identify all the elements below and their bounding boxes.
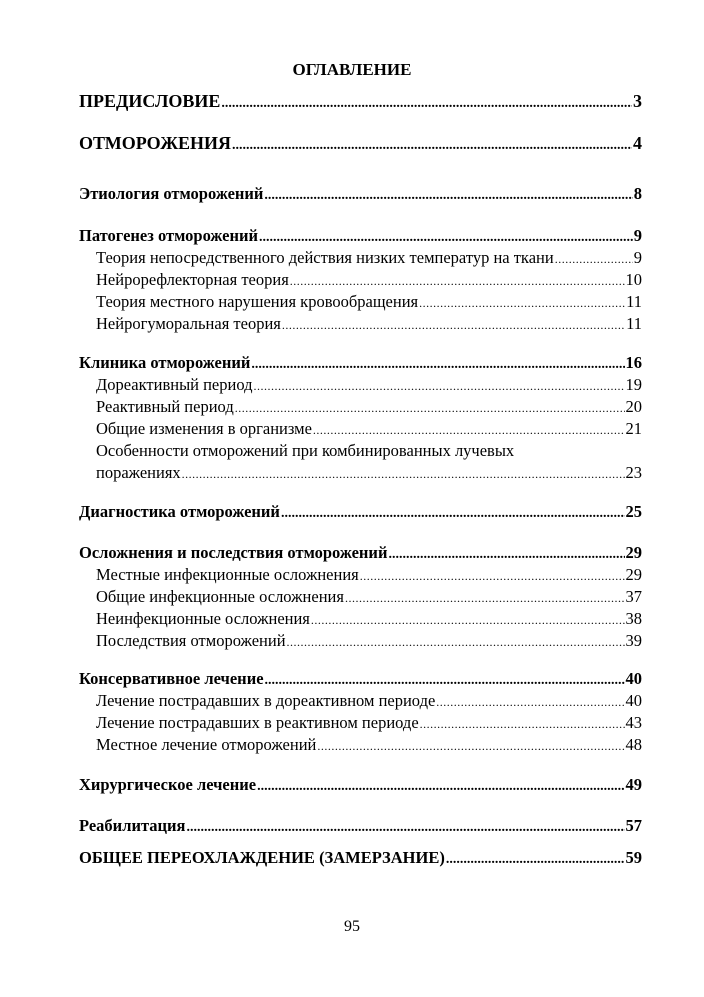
toc-entry-page: 3	[633, 91, 642, 111]
toc-subentry[interactable]	[79, 734, 642, 756]
toc-entry-label: ОБЩЕЕ ПЕРЕОХЛАЖДЕНИЕ (ЗАМЕРЗАНИЕ)	[79, 848, 445, 867]
toc-entry[interactable]	[79, 183, 642, 205]
toc-entry-page: 19	[625, 375, 642, 394]
toc-entry-label: Консервативное лечение	[79, 669, 264, 688]
leader-dots	[360, 570, 625, 582]
toc-entry-page: 49	[625, 775, 642, 794]
toc-entry[interactable]	[79, 815, 642, 837]
toc-entry-page: 29	[625, 543, 642, 562]
toc-entry-page: 10	[625, 270, 642, 289]
toc-entry-label: Теория местного нарушения кровообращения	[96, 292, 419, 311]
toc-entry-label: Последствия отморожений	[96, 631, 286, 650]
toc-subentry[interactable]	[79, 608, 642, 630]
leader-dots	[388, 548, 624, 562]
toc-entry[interactable]	[79, 774, 642, 796]
toc-entry-label: Лечение пострадавших в дореактивном периоде	[96, 691, 436, 710]
toc-entry-label: Особенности отморожений при комбинированных лучевых	[96, 441, 515, 460]
leader-dots	[311, 614, 625, 626]
leader-dots	[251, 358, 624, 372]
toc-entry[interactable]	[79, 542, 642, 564]
toc-entry-page: 37	[625, 587, 642, 606]
toc-entry-label: Теория непосредственного действия низких температур на ткани	[96, 248, 554, 267]
toc-subentry-first-line[interactable]	[79, 440, 642, 462]
toc-entry-page: 59	[625, 848, 642, 867]
toc-entry-page: 29	[625, 565, 642, 584]
toc-subentry[interactable]	[79, 247, 642, 269]
toc-entry-label-continuation: поражениях	[96, 463, 181, 482]
toc-subentry[interactable]	[79, 269, 642, 291]
toc-entry-label: ОТМОРОЖЕНИЯ	[79, 133, 232, 153]
leader-dots	[313, 424, 625, 436]
toc-entry-label: Дореактивный период	[96, 375, 253, 394]
toc-entry-label: Осложнения и последствия отморожений	[79, 543, 388, 562]
leader-dots	[232, 139, 632, 153]
toc-entry-page: 40	[625, 691, 642, 710]
toc-subentry[interactable]	[79, 374, 642, 396]
toc-entry-label: Общие изменения в организме	[96, 419, 312, 438]
toc-entry-label: Местное лечение отморожений	[96, 735, 317, 754]
toc-subentry[interactable]	[79, 564, 642, 586]
leader-dots	[254, 380, 625, 392]
toc-subentry[interactable]	[79, 396, 642, 418]
toc-entry[interactable]	[79, 225, 642, 247]
toc-subentry[interactable]	[79, 630, 642, 652]
toc-entry-page: 57	[625, 816, 642, 835]
toc-entry[interactable]	[79, 501, 642, 523]
toc-title: ОГЛАВЛЕНИЕ	[292, 60, 412, 79]
toc-subentry[interactable]	[79, 690, 642, 712]
toc-entry[interactable]	[79, 668, 642, 690]
toc-entry[interactable]	[79, 90, 642, 112]
leader-dots	[317, 740, 624, 752]
toc-entry-page: 43	[625, 713, 642, 732]
toc-entry-page: 11	[626, 292, 642, 311]
toc-entry-label: Лечение пострадавших в реактивном периоде	[96, 713, 419, 732]
leader-dots	[420, 718, 625, 730]
toc-entry-page: 8	[633, 184, 642, 203]
leader-dots	[235, 402, 625, 414]
toc-entry-page: 38	[625, 609, 642, 628]
toc-entry-label: Нейрогуморальная теория	[96, 314, 281, 333]
toc-entry-label: Неинфекционные осложнения	[96, 609, 310, 628]
toc-entry-page: 16	[625, 353, 642, 372]
toc-entry-label: Клиника отморожений	[79, 353, 251, 372]
leader-dots	[282, 319, 625, 331]
toc-subentry-continuation[interactable]	[79, 462, 642, 484]
toc-entry-label: Общие инфекционные осложнения	[96, 587, 344, 606]
toc-entry-label: Этиология отморожений	[79, 184, 264, 203]
leader-dots	[290, 275, 625, 287]
leader-dots	[265, 674, 625, 688]
toc-entry-label: ПРЕДИСЛОВИЕ	[79, 91, 221, 111]
leader-dots	[186, 821, 624, 835]
toc-entry-page: 20	[625, 397, 642, 416]
toc-entry[interactable]	[79, 352, 642, 374]
toc-entry-label: Местные инфекционные осложнения	[96, 565, 359, 584]
toc-subentry[interactable]	[79, 313, 642, 335]
leader-dots	[446, 853, 625, 867]
toc-entry-page: 4	[633, 133, 642, 153]
toc-entry-page: 11	[626, 314, 642, 333]
leader-dots	[281, 507, 625, 521]
leader-dots	[555, 253, 633, 265]
toc-entry-page: 39	[625, 631, 642, 650]
toc-entry-page: 40	[625, 669, 642, 688]
toc-entry-page: 9	[633, 248, 642, 267]
leader-dots	[221, 97, 632, 111]
toc-entry[interactable]	[79, 847, 642, 869]
toc-entry-label: Патогенез отморожений	[79, 226, 258, 245]
toc-entry-label: Диагностика отморожений	[79, 502, 280, 521]
toc-subentry[interactable]	[79, 712, 642, 734]
toc-entry-page: 25	[625, 502, 642, 521]
toc-entry-label: Реабилитация	[79, 816, 186, 835]
leader-dots	[345, 592, 625, 604]
page-number: 95	[344, 918, 360, 935]
leader-dots	[287, 636, 625, 648]
toc-entry-page: 23	[625, 463, 642, 482]
leader-dots	[419, 297, 625, 309]
leader-dots	[259, 231, 633, 245]
toc-subentry[interactable]	[79, 291, 642, 313]
leader-dots	[257, 780, 624, 794]
toc-entry-label: Хирургическое лечение	[79, 775, 257, 794]
toc-entry-page: 21	[625, 419, 642, 438]
toc-entry-page: 48	[625, 735, 642, 754]
toc-entry-label: Нейрорефлекторная теория	[96, 270, 289, 289]
leader-dots	[436, 696, 624, 708]
leader-dots	[264, 189, 632, 203]
toc-entry-label: Реактивный период	[96, 397, 234, 416]
toc-entry-page: 9	[633, 226, 642, 245]
toc-subentry[interactable]	[79, 586, 642, 608]
leader-dots	[182, 468, 625, 480]
toc-subentry[interactable]	[79, 418, 642, 440]
toc-entry[interactable]	[79, 132, 642, 154]
